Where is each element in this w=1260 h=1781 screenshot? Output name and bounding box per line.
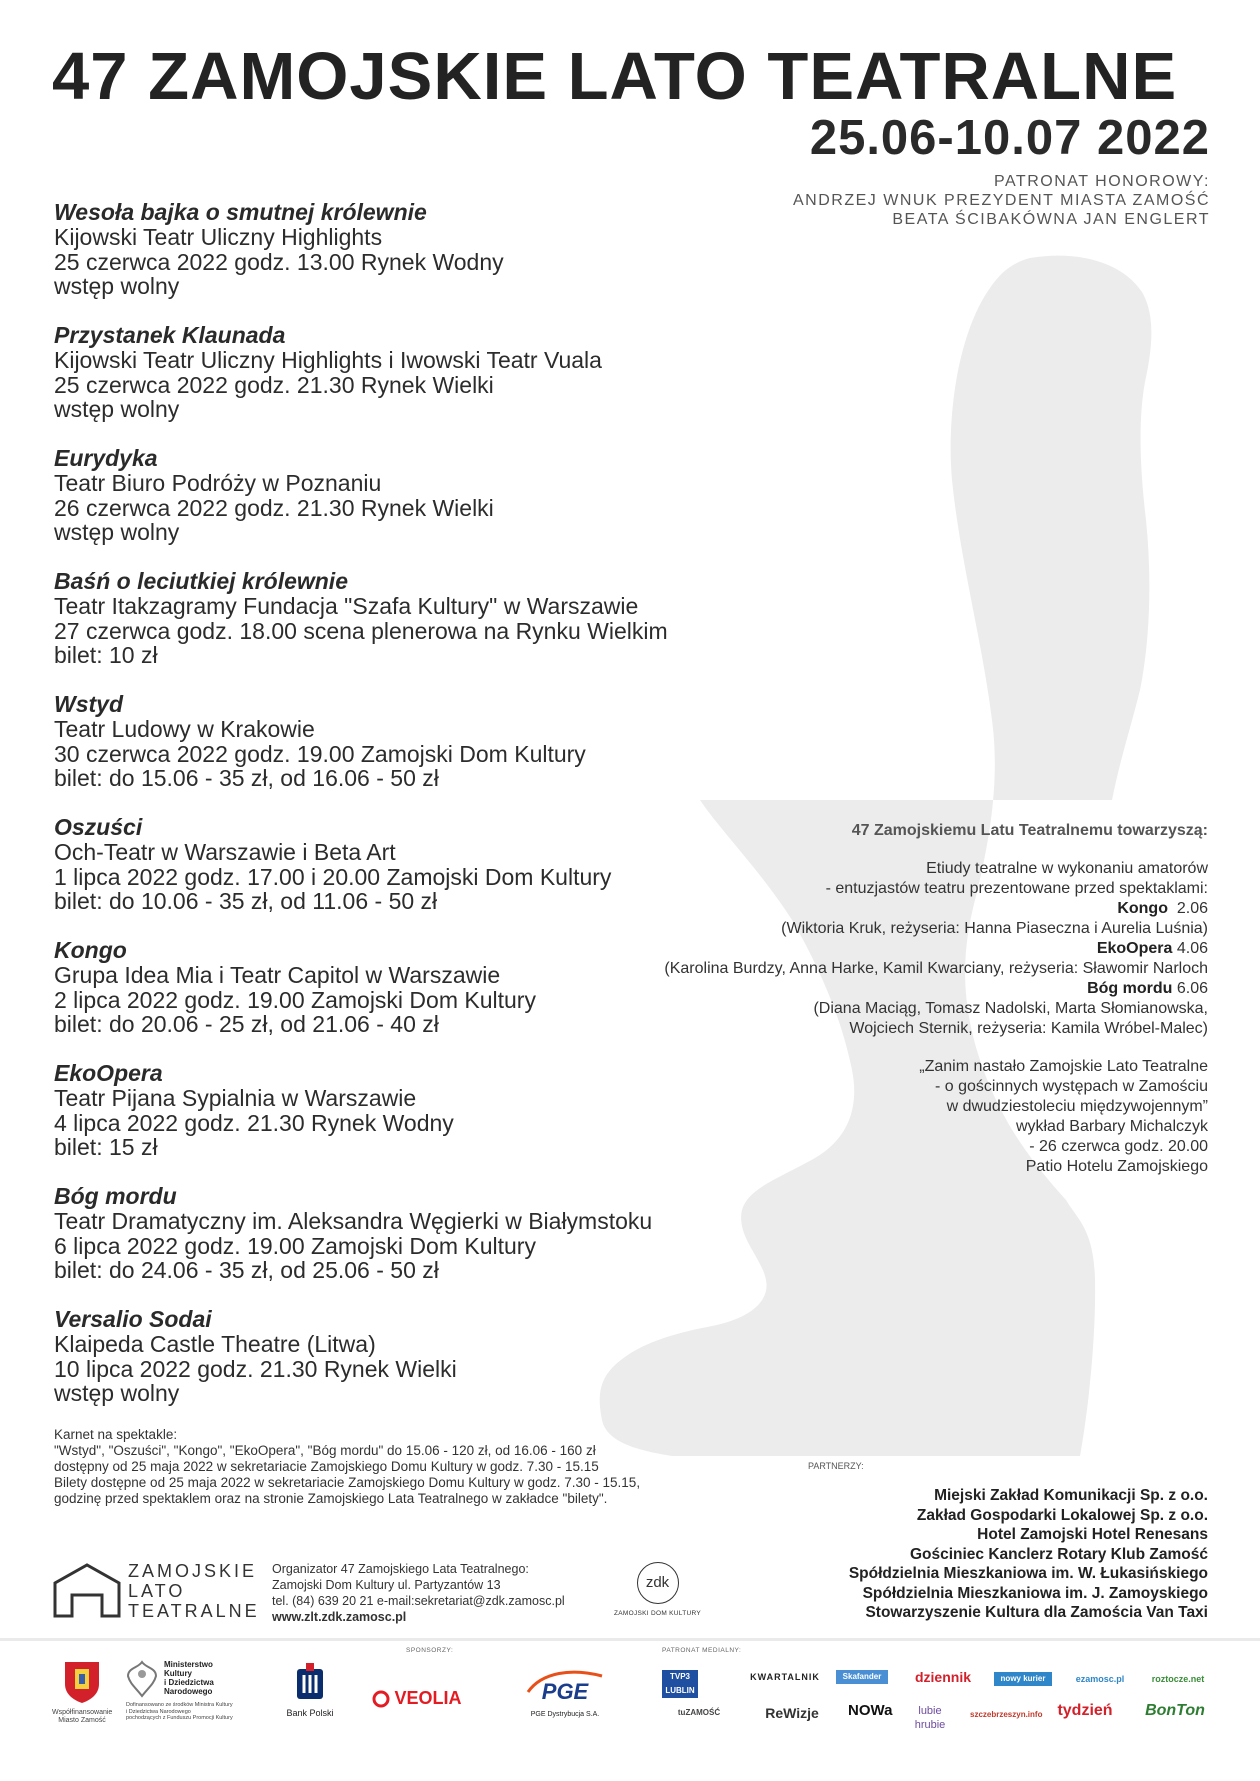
media-roztocze: roztocze.net xyxy=(1151,1674,1205,1684)
festival-title: 47 ZAMOJSKIE LATO TEATRALNE xyxy=(52,39,1178,114)
event-date: 1 lipca 2022 godz. 17.00 i 20.00 Zamojski Dom Kultury xyxy=(54,863,612,890)
event-date: 6 lipca 2022 godz. 19.00 Zamojski Dom Kultury xyxy=(54,1232,536,1259)
event-price: bilet: do 15.06 - 35 zł, od 16.06 - 50 zł xyxy=(54,765,439,791)
event-price: wstęp wolny xyxy=(54,396,180,422)
etiuda-credits: (Diana Maciąg, Tomasz Nadolski, Marta Słomianowska, xyxy=(813,1000,1208,1017)
event-price: wstęp wolny xyxy=(54,519,180,545)
organizer-line: Organizator 47 Zamojskiego Lata Teatralnego: xyxy=(272,1562,529,1576)
media-rewizje: ReWizje xyxy=(765,1705,819,1721)
event-list xyxy=(54,199,754,1429)
lecture-line: Patio Hotelu Zamojskiego xyxy=(1025,1158,1208,1175)
event-title: Wesoła bajka o smutnej królewnie xyxy=(54,199,427,225)
zdk-caption: ZAMOJSKI DOM KULTURY xyxy=(613,1610,702,1617)
event-title: Baśń o leciutkiej królewnie xyxy=(54,568,348,594)
partners-list xyxy=(849,1486,1208,1623)
partner-line: Stowarzyszenie Kultura dla Zamościa Van Taxi xyxy=(865,1604,1208,1621)
event-title: Bóg mordu xyxy=(54,1183,177,1209)
partner-line: Spółdzielnia Mieszkaniowa im. W. Łukasińskiego xyxy=(848,1565,1208,1582)
media-skafander: Skafander xyxy=(836,1670,888,1684)
event-price: bilet: do 10.06 - 35 zł, od 11.06 - 50 zł xyxy=(54,888,438,914)
event-title: Versalio Sodai xyxy=(54,1306,212,1332)
event-item xyxy=(54,1306,754,1429)
event-title: Kongo xyxy=(54,937,127,963)
veolia-text: VEOLIA xyxy=(394,1688,462,1708)
event-title: Przystanek Klaunada xyxy=(54,322,286,348)
event-date: 30 czerwca 2022 godz. 19.00 Zamojski Dom Kultury xyxy=(54,740,586,767)
event-price: bilet: do 24.06 - 35 zł, od 25.06 - 50 zł xyxy=(54,1257,439,1283)
etiuda-title: Bóg mordu xyxy=(1087,980,1173,997)
logo-word: LATO xyxy=(128,1581,186,1601)
patronage-line: BEATA ŚCIBAKÓWNA JAN ENGLERT xyxy=(892,211,1210,228)
festival-dates: 25.06-10.07 2022 xyxy=(809,111,1210,165)
event-date: 25 czerwca 2022 godz. 21.30 Rynek Wielki xyxy=(54,371,494,398)
ticket-line: godzinę przed spektaklem oraz na stronie Zamojskiego Lata Teatralnego w zakładce "bilety". xyxy=(54,1491,608,1506)
etiuda-credits: Wojciech Sternik, reżyseria: Kamila Wróbel-Malec) xyxy=(849,1020,1208,1037)
event-date: 26 czerwca 2022 godz. 21.30 Rynek Wielki xyxy=(54,494,494,521)
ticket-info xyxy=(54,1427,640,1507)
etiuda-ekoopera xyxy=(568,939,1208,959)
event-item xyxy=(54,1183,754,1306)
media-tvp3: TVP3 LUBLIN xyxy=(662,1670,698,1698)
coat-of-arms-icon xyxy=(63,1660,101,1704)
event-item xyxy=(54,199,754,322)
etiuda-date: 6.06 xyxy=(1176,980,1208,997)
logo-word: ZAMOJSKIE xyxy=(128,1561,258,1581)
lecture-line: „Zanim nastało Zamojskie Lato Teatralne xyxy=(919,1058,1208,1075)
organizer-line: Zamojski Dom Kultury ul. Partyzantów 13 xyxy=(272,1578,501,1592)
media-szczebrzeszyn: szczebrzeszyn.info xyxy=(970,1710,1043,1719)
cofinanced-caption: Współfinansowanie xyxy=(52,1709,113,1716)
logo-word: TEATRALNE xyxy=(128,1601,260,1621)
event-venue: Teatr Itakzagramy Fundacja "Szafa Kultury" w Warszawie xyxy=(54,593,639,619)
ministry-caption: Dofinansowano ze środków Ministra Kultury xyxy=(126,1702,233,1708)
event-item xyxy=(54,445,754,568)
event-venue: Teatr Ludowy w Krakowie xyxy=(54,716,315,742)
partner-line: Spółdzielnia Mieszkaniowa im. J. Zamoyskiego xyxy=(862,1584,1208,1602)
media-kwartalnik: KWARTALNIK xyxy=(750,1672,820,1682)
patronage-line: ANDRZEJ WNUK PREZYDENT MIASTA ZAMOŚĆ xyxy=(793,192,1210,209)
house-outline-icon xyxy=(52,1561,122,1619)
ministry-logo xyxy=(126,1660,256,1722)
pge-logo xyxy=(515,1668,615,1718)
ministry-name: i Dziedzictwa xyxy=(164,1678,214,1687)
event-venue: Kijowski Teatr Uliczny Highlights i Iwowski Teatr Vuala xyxy=(54,347,602,373)
event-price: wstęp wolny xyxy=(54,273,180,299)
event-date: 25 czerwca 2022 godz. 13.00 Rynek Wodny xyxy=(54,248,504,275)
etiudy-line: Etiudy teatralne w wykonaniu amatorów xyxy=(926,860,1208,877)
event-price: wstęp wolny xyxy=(54,1380,180,1406)
veolia-swirl-icon xyxy=(372,1690,390,1708)
event-item xyxy=(54,691,754,814)
zlt-logo xyxy=(52,1561,260,1621)
accompanying-events xyxy=(568,821,1208,1177)
ticket-line: dostępny od 25 maja 2022 w sekretariacie Zamojskiego Domu Kultury w godz. 7.30 - 15.15 xyxy=(54,1459,599,1474)
pko-bank-icon xyxy=(293,1663,327,1703)
event-venue: Teatr Biuro Podróży w Poznaniu xyxy=(54,470,382,496)
event-title: EkoOpera xyxy=(54,1060,163,1086)
media-nowa: NOWa xyxy=(848,1702,893,1719)
sponsors-label: SPONSORZY: xyxy=(406,1647,454,1654)
partner-line: Gościniec Kanclerz Rotary Klub Zamość xyxy=(909,1545,1208,1563)
ministry-name: Ministerstwo xyxy=(164,1660,213,1669)
patronage-line: PATRONAT HONOROWY: xyxy=(993,173,1210,190)
event-title: Eurydyka xyxy=(54,445,158,471)
bank-name: Bank Polski xyxy=(286,1708,334,1718)
media-ezamosc: ezamosc.pl xyxy=(1075,1674,1125,1684)
honorary-patronage xyxy=(793,172,1210,229)
event-venue: Grupa Idea Mia i Teatr Capitol w Warszawie xyxy=(54,962,501,988)
lecture-line: - o gościnnych występach w Zamościu xyxy=(935,1078,1208,1095)
etiuda-bog-mordu xyxy=(568,979,1208,999)
event-date: 27 czerwca godz. 18.00 scena plenerowa na Rynku Wielkim xyxy=(54,617,668,644)
pge-caption: PGE Dystrybucja S.A. xyxy=(530,1711,600,1718)
website-link[interactable] xyxy=(272,1609,565,1625)
event-venue: Teatr Dramatyczny im. Aleksandra Węgierki w Białymstoku xyxy=(54,1208,653,1234)
organizer-info xyxy=(272,1561,565,1625)
event-title: Wstyd xyxy=(54,691,123,717)
veolia-logo xyxy=(372,1688,472,1709)
etiuda-title: Kongo xyxy=(1117,900,1168,917)
media-nowy-kurier: nowy kurier xyxy=(994,1672,1052,1686)
lecture-line: - 26 czerwca godz. 20.00 xyxy=(1029,1138,1208,1155)
event-item xyxy=(54,322,754,445)
ministry-caption: pochodzących z Funduszu Promocji Kultury xyxy=(126,1715,233,1721)
etiuda-credits: (Karolina Burdzy, Anna Harke, Kamil Kwarciany, reżyseria: Sławomir Narloch xyxy=(664,960,1208,977)
website-text: www.zlt.zdk.zamosc.pl xyxy=(272,1610,407,1624)
ticket-line: "Wstyd", "Oszuści", "Kongo", "EkoOpera", "Bóg mordu" do 15.06 - 120 zł, od 16.06 - 160 zł xyxy=(54,1443,596,1458)
event-item xyxy=(54,568,754,691)
zamosc-coat-of-arms xyxy=(52,1660,112,1725)
ministry-name: Kultury xyxy=(164,1669,192,1678)
partners-label: PARTNERZY: xyxy=(808,1461,864,1471)
lecture-line: wykład Barbary Michalczyk xyxy=(1015,1118,1208,1135)
event-venue: Kijowski Teatr Uliczny Highlights xyxy=(54,224,383,250)
ticket-line: Karnet na spektakle: xyxy=(54,1427,178,1442)
event-date: 10 lipca 2022 godz. 21.30 Rynek Wielki xyxy=(54,1355,457,1382)
zdk-logo xyxy=(610,1562,705,1617)
footer-divider xyxy=(0,1638,1260,1641)
ticket-line: Bilety dostępne od 25 maja 2022 w sekretariacie Zamojskiego Domu Kultury w godz. 7.30 - 15.15, xyxy=(54,1475,641,1490)
ministry-caption: i Dziedzictwa Narodowego xyxy=(126,1708,191,1715)
event-date: 4 lipca 2022 godz. 21.30 Rynek Wodny xyxy=(54,1109,454,1136)
pko-bank-logo xyxy=(280,1663,340,1718)
event-venue: Teatr Pijana Sypialnia w Warszawie xyxy=(54,1085,417,1111)
ministry-name: Narodowego xyxy=(164,1687,213,1696)
etiuda-date: 4.06 xyxy=(1176,940,1208,957)
eagle-emblem-icon xyxy=(126,1660,158,1698)
side-heading: 47 Zamojskiemu Latu Teatralnemu towarzyszą: xyxy=(851,822,1208,839)
event-venue: Och-Teatr w Warszawie i Beta Art xyxy=(54,839,396,865)
media-tydzien: tydzień xyxy=(1057,1702,1113,1719)
event-date: 2 lipca 2022 godz. 19.00 Zamojski Dom Kultury xyxy=(54,986,536,1013)
etiuda-credits: (Wiktoria Kruk, reżyseria: Hanna Piaseczna i Aurelia Luśnia) xyxy=(781,920,1208,937)
etiudy-line: - entuzjastów teatru prezentowane przed spektaklami: xyxy=(825,880,1208,897)
media-patrons-label: PATRONAT MEDIALNY: xyxy=(662,1647,742,1654)
cofinanced-caption: Miasto Zamość xyxy=(58,1717,106,1724)
pge-text: PGE xyxy=(541,1679,589,1704)
media-dziennik: dziennik xyxy=(914,1669,971,1685)
partner-line: Hotel Zamojski Hotel Renesans xyxy=(977,1526,1208,1543)
event-title: Oszuści xyxy=(54,814,143,840)
etiuda-kongo xyxy=(568,899,1208,919)
partner-line: Miejski Zakład Komunikacji Sp. z o.o. xyxy=(934,1487,1208,1504)
media-lubie-hrubie: lubie hrubie xyxy=(914,1705,946,1731)
etiuda-title: EkoOpera xyxy=(1096,940,1173,957)
event-price: bilet: 10 zł xyxy=(54,642,158,668)
zdk-mark: zdk xyxy=(637,1562,679,1604)
event-price: bilet: do 20.06 - 25 zł, od 21.06 - 40 zł xyxy=(54,1011,439,1037)
media-tuzamosc: tuZAMOŚĆ xyxy=(677,1708,721,1717)
organizer-line: tel. (84) 639 20 21 e-mail:sekretariat@zdk.zamosc.pl xyxy=(272,1594,565,1608)
lecture-line: w dwudziestoleciu międzywojennym” xyxy=(946,1098,1208,1115)
etiuda-date: 2.06 xyxy=(1176,900,1208,917)
event-venue: Klaipeda Castle Theatre (Litwa) xyxy=(54,1331,376,1357)
partner-line: Zakład Gospodarki Lokalowej Sp. z o.o. xyxy=(916,1506,1208,1524)
media-bonton: BonTon xyxy=(1145,1702,1205,1719)
event-price: bilet: 15 zł xyxy=(54,1134,158,1160)
spacer xyxy=(568,1039,1208,1057)
